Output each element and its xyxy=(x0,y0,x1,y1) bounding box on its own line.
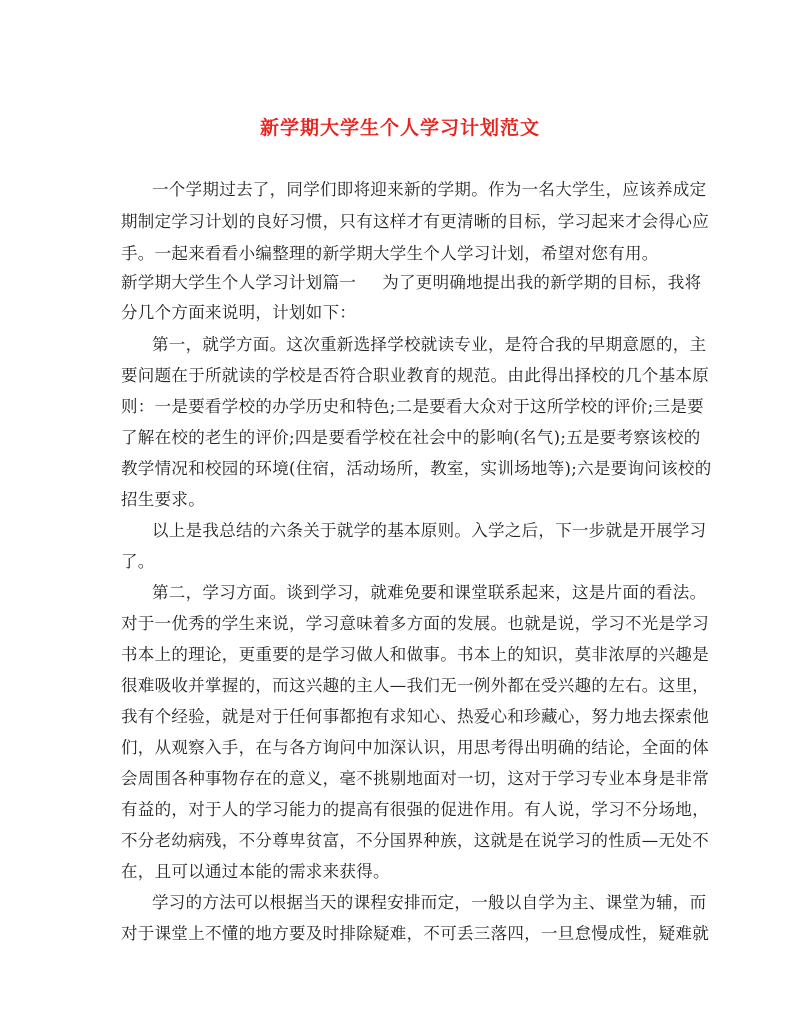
paragraph-line: 第二，学习方面。谈到学习，就难免要和课堂联系起来，这是片面的看法。 xyxy=(152,583,707,602)
paragraph-line: 学习的方法可以根据当天的课程安排而定，一般以自学为主、课堂为辅，而 xyxy=(152,893,707,912)
paragraph-line: 期制定学习计划的良好习惯，只有这样才有更清晰的目标，学习起来才会得心应 xyxy=(121,212,709,231)
paragraph-line: 们，从观察入手，在与各方询问中加深认识，用思考得出明确的结论，全面的体 xyxy=(121,738,709,757)
paragraph-line: 书本上的理论，更重要的是学习做人和做事。书本上的知识，莫非浓厚的兴趣是 xyxy=(121,645,709,664)
paragraph-line: 有益的，对于人的学习能力的提高有很强的促进作用。有人说，学习不分场地， xyxy=(121,800,709,819)
paragraph-line: 了。 xyxy=(121,552,155,571)
paragraph-line: 第一，就学方面。这次重新选择学校就读专业，是符合我的早期意愿的，主 xyxy=(152,335,707,354)
paragraph-line: 我有个经验，就是对于任何事都抱有求知心、热爱心和珍藏心，努力地去探索他 xyxy=(121,707,709,726)
paragraph-line: 不分老幼病残，不分尊卑贫富，不分国界种族，这就是在说学习的性质—无处不 xyxy=(121,831,709,850)
document-title: 新学期大学生个人学习计划范文 xyxy=(259,117,540,139)
paragraph-line: 在，且可以通过本能的需求来获得。 xyxy=(121,862,390,881)
paragraph-line: 要问题在于所就读的学校是否符合职业教育的规范。由此得出择校的几个基本原 xyxy=(121,366,709,385)
section-heading-line xyxy=(121,273,702,293)
paragraph-line: 了解在校的老生的评价;四是要看学校在社会中的影响(名气);五是要考察该校的 xyxy=(121,428,701,447)
paragraph-line: 招生要求。 xyxy=(121,490,205,509)
paragraph-line: 很难吸收并掌握的，而这兴趣的主人—我们无一例外都在受兴趣的左右。这里， xyxy=(121,676,709,695)
paragraph-line: 一个学期过去了，同学们即将迎来新的学期。作为一名大学生，应该养成定 xyxy=(152,180,707,199)
paragraph-line: 会周围各种事物存在的意义，毫不挑剔地面对一切，这对于学习专业本身是非常 xyxy=(121,769,709,788)
paragraph-line: 对于课堂上不懂的地方要及时排除疑难，不可丢三落四，一旦怠慢成性，疑难就 xyxy=(121,924,709,943)
paragraph-line: 以上是我总结的六条关于就学的基本原则。入学之后，下一步就是开展学习 xyxy=(152,521,707,540)
paragraph-line: 分几个方面来说明，计划如下： xyxy=(121,303,357,322)
section-heading: 新学期大学生个人学习计划篇一 xyxy=(121,273,357,292)
paragraph-text: 为了更明确地提出我的新学期的目标，我将 xyxy=(382,273,702,292)
paragraph-line: 对于一优秀的学生来说，学习意味着多方面的发展。也就是说，学习不光是学习 xyxy=(121,614,709,633)
paragraph-line: 则：一是要看学校的办学历史和特色;二是要看大众对于这所学校的评价;三是要 xyxy=(121,397,704,416)
paragraph-line: 教学情况和校园的环境(住宿，活动场所，教室，实训场地等);六是要询问该校的 xyxy=(121,459,712,478)
paragraph-line: 手。一起来看看小编整理的新学期大学生个人学习计划，希望对您有用。 xyxy=(121,244,659,263)
